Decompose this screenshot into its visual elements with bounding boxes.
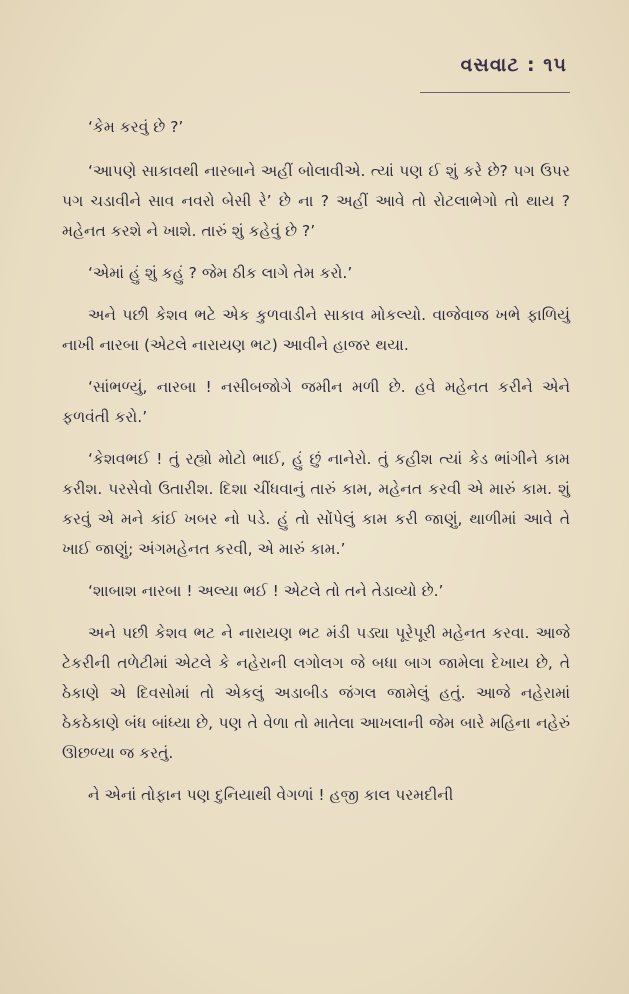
paragraph-6: ‘કેશવભઈ ! તું રહ્યો મોટો ભાઈ, હું છું નાનેરો. તું કહીશ ત્યાં કેડ ભાંગીને કામ કરીશ. પરસેવો ઉતારીશ. દિશા ચીંધવાનું તારું કામ, મહેનત કરવી એ મારું કામ. શું કરવું એ મને કાંઈ ખબર નો પડે. હું તો સોંપેલું કામ કરી જાણું, થાળીમાં આવે તે ખાઈ જાણું; અંગમહેનત કરવી, એ મારું કામ.’ [62, 450, 570, 558]
paragraph-4: અને પછી કેશવ ભટે એક કુળવાડીને સાકાવ મોકલ્યો. વાજેવાજ ખભે ફાળિયું નાખી નારબા (એટલે નારાયણ ભટ) આવીને હાજર થયા. [62, 306, 570, 354]
paragraph-5: ‘સાંભળ્યું, નારબા ! નસીબજોગે જમીન મળી છે. હવે મહેનત કરીને એને ફળવંતી કરો.’ [62, 378, 570, 426]
paragraph-7: ‘શાબાશ નારબા ! અલ્યા ભઈ ! એટલે તો તને તેડાવ્યો છે.’ [88, 582, 444, 600]
running-header: વસવાટ : ૧૫ [460, 54, 567, 76]
paragraph-3: ‘એમાં હું શું કહું ? જેમ ઠીક લાગે તેમ કરો.’ [88, 264, 353, 282]
paragraph-2: ‘આપણે સાકાવથી નારબાને અહીં બોલાવીએ. ત્યાં પણ ઈ શું કરે છે? પગ ઉપર પગ ચડાવીને સાવ નવરો બેસી રે’ છે ના ? અહીં આવે તો રોટલાભેગો તો થાય ? મહેનત કરશે ને ખાશે. તારું શું કહેવું છે ?’ [62, 162, 570, 240]
header-rule [420, 92, 570, 93]
body-text [62, 112, 570, 822]
paragraph-9: ને એનાં તોફાન પણ દુનિયાથી વેગળાં ! હજી કાલ પરમદીની [88, 786, 454, 804]
paragraph-8: અને પછી કેશવ ભટ ને નારાયણ ભટ મંડી પડ્યા પૂરેપૂરી મહેનત કરવા. આજે ટેકરીની તળેટીમાં એટલે કે નહેરાની લગોલગ જે બધા બાગ જામેલા દેખાય છે, તે ઠેકાણે એ દિવસોમાં તો એકલું અડાબીડ જંગલ જામેલું હતું. આજે નહેરામાં ઠેકઠેકાણે બંધ બાંધ્યા છે, પણ તે વેળા તો માતેલા આખલાની જેમ બારે મહિના નહેરું ઊછળ્યા જ કરતું. [62, 624, 570, 762]
paragraph-1: ‘કેમ કરવું છે ?’ [88, 118, 184, 136]
